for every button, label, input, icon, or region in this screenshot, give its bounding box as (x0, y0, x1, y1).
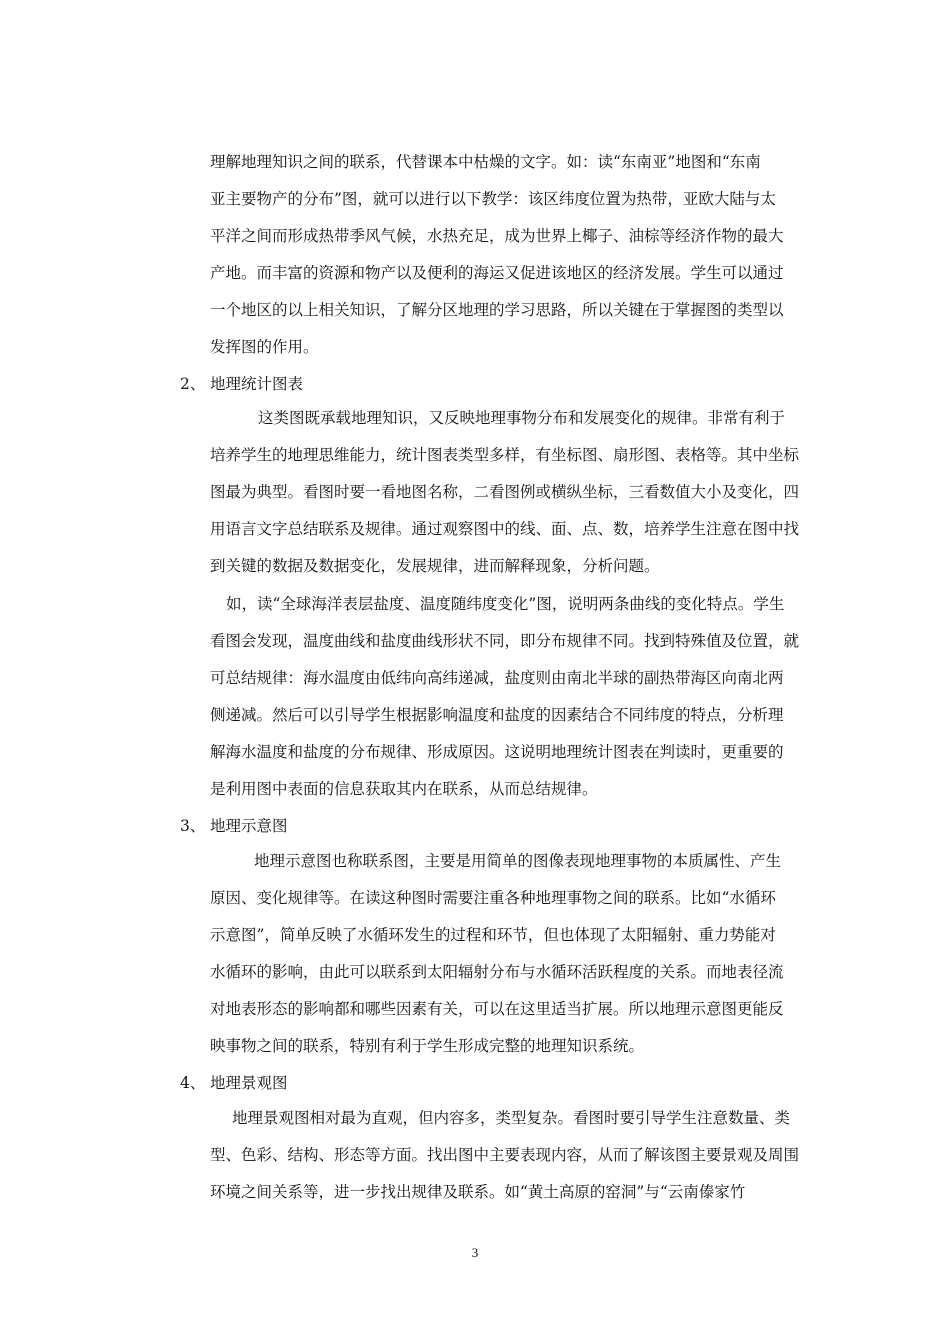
text-line: 一个地区的以上相关知识，了解分区地理的学习思路，所以关键在于掌握图的类型以 (210, 301, 784, 319)
text-line: 如，读“全球海洋表层盐度、温度随纬度变化”图，说明两条曲线的变化特点。学生 (226, 595, 785, 613)
section-number: 3、 (180, 817, 206, 835)
text-line: 解海水温度和盐度的分布规律、形成原因。这说明地理统计图表在判读时，更重要的 (210, 743, 784, 761)
text-line: 环境之间关系等，进一步找出规律及联系。如“黄土高原的窑洞”与“云南傣家竹 (210, 1183, 746, 1201)
text-line: 原因、变化规律等。在读这种图时需要注重各种地理事物之间的联系。比如“水循环 (210, 889, 776, 907)
text-line: 地理示意图也称联系图，主要是用简单的图像表现地理事物的本质属性、产生 (254, 852, 782, 870)
text-line: 用语言文字总结联系及规律。通过观察图中的线、面、点、数，培养学生注意在图中找 (210, 520, 800, 538)
page-number: 3 (471, 1245, 479, 1260)
section-heading: 地理景观图 (210, 1074, 288, 1092)
text-line: 看图会发现，温度曲线和盐度曲线形状不同，即分布规律不同。找到特殊值及位置，就 (210, 632, 800, 650)
section-heading: 地理示意图 (210, 817, 288, 835)
text-line: 地理景观图相对最为直观，但内容多，类型复杂。看图时要引导学生注意数量、类 (232, 1109, 791, 1127)
text-line: 平洋之间而形成热带季风气候，水热充足，成为世界上椰子、油棕等经济作物的最大 (210, 227, 784, 245)
text-line: 可总结规律：海水温度由低纬向高纬递减，盐度则由南北半球的副热带海区向南北两 (210, 669, 784, 687)
section-heading: 地理统计图表 (210, 375, 304, 393)
text-line: 映事物之间的联系，特别有利于学生形成完整的地理知识系统。 (210, 1037, 645, 1055)
text-line: 示意图”，简单反映了水循环发生的过程和环节，但也体现了太阳辐射、重力势能对 (210, 926, 776, 944)
text-line: 型、色彩、结构、形态等方面。找出图中主要表现内容，从而了解该图主要景观及周围 (210, 1146, 800, 1164)
text-line: 是利用图中表面的信息获取其内在联系，从而总结规律。 (210, 780, 598, 798)
text-line: 水循环的影响，由此可以联系到太阳辐射分布与水循环活跃程度的关系。而地表径流 (210, 963, 784, 981)
text-line: 对地表形态的影响都和哪些因素有关，可以在这里适当扩展。所以地理示意图更能反 (210, 1000, 784, 1018)
text-line: 侧递减。然后可以引导学生根据影响温度和盐度的因素结合不同纬度的特点，分析理 (210, 706, 784, 724)
section-number: 4、 (180, 1074, 206, 1092)
text-line: 这类图既承载地理知识，又反映地理事物分布和发展变化的规律。非常有利于 (258, 409, 786, 427)
text-line: 培养学生的地理思维能力，统计图表类型多样，有坐标图、扇形图、表格等。其中坐标 (210, 446, 800, 464)
text-line: 图最为典型。看图时要一看地图名称，二看图例或横纵坐标，三看数值大小及变化，四 (210, 483, 800, 501)
text-line: 理解地理知识之间的联系，代替课本中枯燥的文字。如：读“东南亚”地图和“东南 (210, 153, 761, 171)
text-line: 到关键的数据及数据变化，发展规律，进而解释现象，分析问题。 (210, 557, 660, 575)
text-line: 发挥图的作用。 (210, 338, 319, 356)
text-line: 产地。而丰富的资源和物产以及便利的海运又促进该地区的经济发展。学生可以通过 (210, 264, 784, 282)
text-line: 亚主要物产的分布”图，就可以进行以下教学：该区纬度位置为热带，亚欧大陆与太 (210, 190, 776, 208)
section-number: 2、 (180, 375, 206, 393)
